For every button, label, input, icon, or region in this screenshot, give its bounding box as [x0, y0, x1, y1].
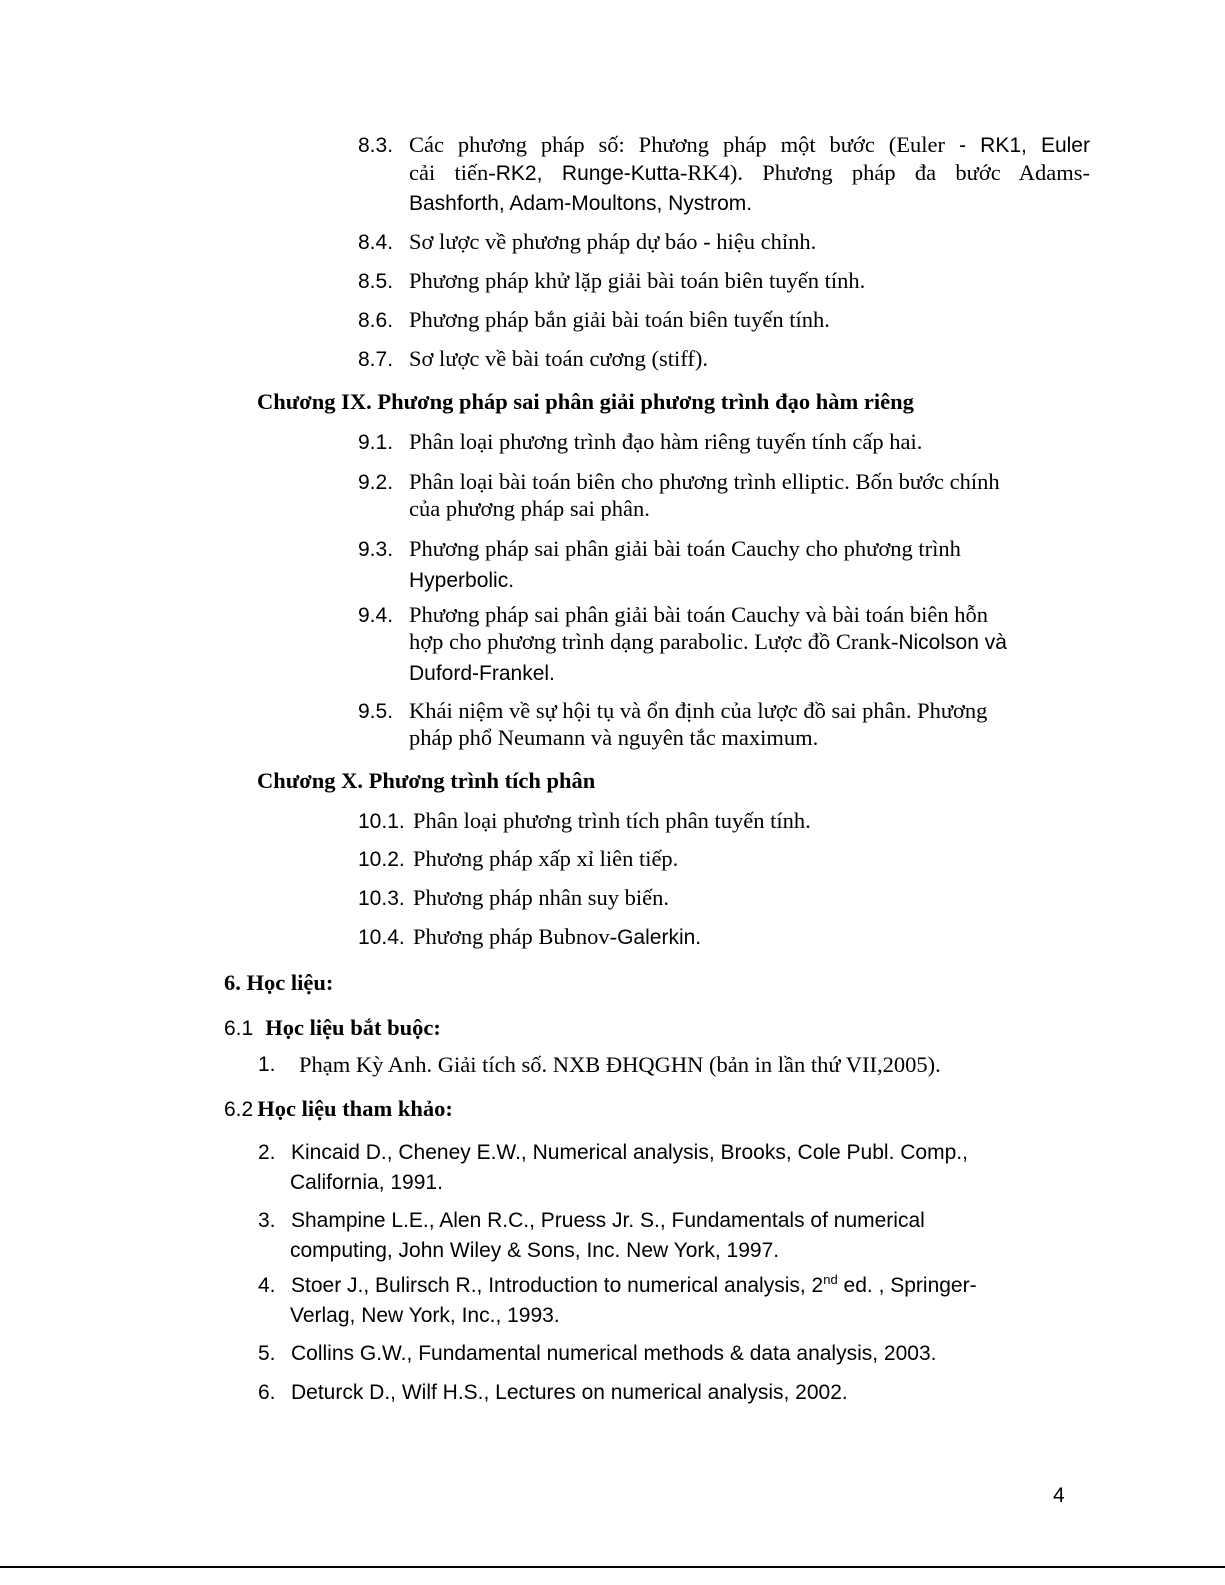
item-text: Phương pháp Bubnov-Galerkin.: [413, 924, 702, 949]
reference-text: Phạm Kỳ Anh. Giải tích số. NXB ĐHQGHN (bản in lần thứ VII,2005).: [299, 1052, 941, 1077]
reference-number: 5.: [258, 1342, 276, 1365]
item-text: Phương pháp nhân suy biến.: [413, 885, 669, 910]
item-text-line: Bashforth, Adam-Moultons, Nystrom.: [409, 192, 753, 215]
item-number: 10.4.: [358, 926, 405, 949]
item-text-line: pháp phổ Neumann và nguyên tắc maximum.: [409, 725, 819, 750]
item-number: 9.1.: [358, 431, 394, 454]
item-10-1: [358, 807, 1090, 834]
item-text-line: Phương pháp sai phân giải bài toán Cauchy và bài toán biên hỗn: [409, 602, 988, 627]
reference-5: [258, 1339, 1098, 1369]
item-text: Sơ lược về phương pháp dự báo - hiệu chỉnh.: [409, 229, 817, 254]
reference-6: [258, 1378, 1098, 1408]
item-text-line: Duford-Frankel.: [409, 662, 555, 685]
item-number: 10.1.: [358, 810, 405, 833]
subsection-6-1-heading: 6.1 Học liệu bắt buộc:: [224, 1015, 441, 1040]
item-number: 8.4.: [358, 231, 394, 254]
reference-text-line: Stoer J., Bulirsch R., Introduction to numerical analysis, 2nd ed. , Springer-: [291, 1272, 977, 1297]
reference-text-line: California, 1991.: [290, 1171, 443, 1194]
item-text: Phân loại phương trình tích phân tuyến tính.: [413, 808, 811, 833]
page-number: 4: [1053, 1484, 1065, 1507]
reference-number: 1.: [258, 1053, 276, 1076]
item-text-line: hợp cho phương trình dạng parabolic. Lược đồ Crank-Nicolson và: [409, 629, 1007, 654]
item-8-7: [358, 345, 1090, 372]
item-text-line: của phương pháp sai phân.: [409, 496, 650, 521]
chapter-10-heading: Chương X. Phương trình tích phân: [257, 768, 596, 793]
reference-1: [258, 1051, 941, 1080]
item-number: 9.5.: [358, 700, 394, 723]
reference-number: 3.: [258, 1209, 276, 1232]
item-text-line: Các phương pháp số: Phương pháp một bước (Euler - RK1, Euler: [409, 132, 1090, 157]
reference-number: 6.: [258, 1381, 276, 1404]
item-number: 10.3.: [358, 887, 405, 910]
subsection-6-2-heading: 6.2 Học liệu tham khảo:: [224, 1096, 453, 1121]
item-text: Sơ lược về bài toán cương (stiff).: [409, 346, 708, 371]
reference-text-line: Verlag, New York, Inc., 1993.: [290, 1304, 560, 1327]
item-9-3: [358, 535, 1090, 597]
item-text: Phân loại phương trình đạo hàm riêng tuyến tính cấp hai.: [409, 429, 923, 454]
reference-number: 2.: [258, 1141, 276, 1164]
reference-3: [258, 1206, 1098, 1266]
item-10-4: [358, 923, 1090, 951]
item-8-6: [358, 306, 1090, 333]
item-number: 8.3.: [358, 134, 394, 157]
item-8-5: [358, 267, 1090, 294]
reference-2: [258, 1138, 1098, 1198]
item-9-1: [358, 428, 1090, 455]
item-8-3: [358, 131, 1090, 220]
item-number: 9.4.: [358, 604, 394, 627]
item-text-line: cải tiến-RK2, Runge-Kutta-RK4). Phương pháp đa bước Adams-: [409, 160, 1090, 185]
item-number: 9.3.: [358, 538, 394, 561]
item-text: Phương pháp bắn giải bài toán biên tuyến tính.: [409, 307, 830, 332]
item-9-2: [358, 468, 1090, 522]
item-text-line: Phương pháp sai phân giải bài toán Cauchy cho phương trình: [409, 536, 961, 561]
item-8-4: [358, 228, 1090, 255]
reference-text: Deturck D., Wilf H.S., Lectures on numerical analysis, 2002.: [291, 1381, 848, 1404]
reference-text-line: Shampine L.E., Alen R.C., Pruess Jr. S., Fundamentals of numerical: [291, 1209, 925, 1232]
item-9-5: [358, 697, 1090, 751]
item-9-4: [358, 601, 1090, 690]
item-text-line: Khái niệm về sự hội tụ và ổn định của lược đồ sai phân. Phương: [409, 698, 988, 723]
item-text-line: Hyperbolic.: [409, 569, 515, 592]
item-10-2: [358, 845, 1090, 872]
bottom-rule: [0, 1566, 1225, 1568]
item-number: 8.5.: [358, 270, 394, 293]
item-text-line: Phân loại bài toán biên cho phương trình elliptic. Bốn bước chính: [409, 469, 1000, 494]
reference-4: [258, 1271, 1098, 1331]
reference-text-line: computing, John Wiley & Sons, Inc. New York, 1997.: [290, 1239, 780, 1262]
section-6-heading: 6. Học liệu:: [224, 970, 334, 995]
item-10-3: [358, 884, 1090, 911]
item-number: 8.7.: [358, 348, 394, 371]
reference-text: Collins G.W., Fundamental numerical methods & data analysis, 2003.: [291, 1342, 937, 1365]
chapter-9-heading: Chương IX. Phương pháp sai phân giải phương trình đạo hàm riêng: [257, 389, 914, 414]
item-text: Phương pháp khử lặp giải bài toán biên tuyến tính.: [409, 268, 866, 293]
item-text: Phương pháp xấp xỉ liên tiếp.: [413, 846, 679, 871]
item-number: 10.2.: [358, 848, 405, 871]
item-number: 9.2.: [358, 471, 394, 494]
reference-number: 4.: [258, 1274, 276, 1297]
reference-text-line: Kincaid D., Cheney E.W., Numerical analysis, Brooks, Cole Publ. Comp.,: [291, 1141, 968, 1164]
item-number: 8.6.: [358, 309, 394, 332]
